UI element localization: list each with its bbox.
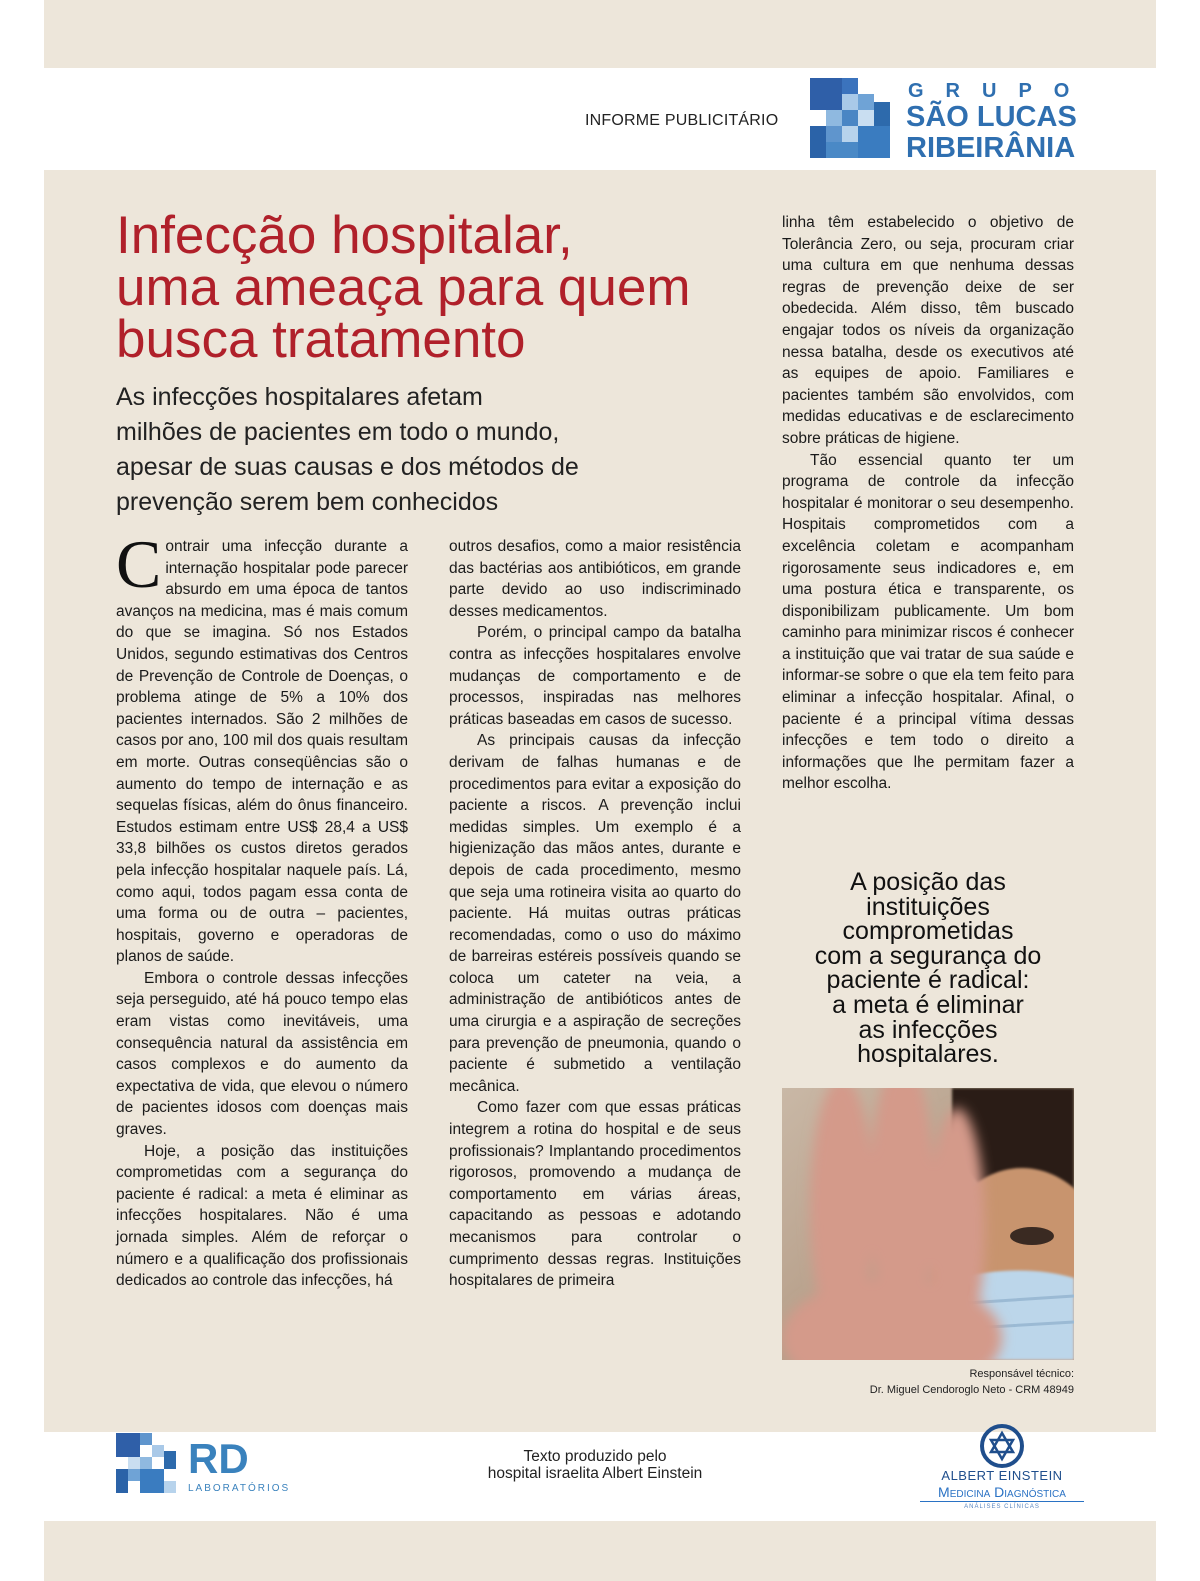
einstein-name: ALBERT EINSTEIN: [941, 1468, 1063, 1483]
title-line: busca tratamento: [116, 310, 526, 369]
pull-quote-line: instituições: [866, 892, 990, 921]
credit-line: hospital israelita Albert Einstein: [487, 1465, 703, 1482]
article-column-1: [116, 526, 408, 1292]
rd-subtitle: LABORATÓRIOS: [188, 1483, 291, 1494]
logo-sao-lucas-text: SÃO LUCAS: [906, 101, 1077, 133]
logo-mosaic-icon: [810, 78, 894, 162]
grupo-sao-lucas-logo: [810, 78, 1092, 164]
pull-quote-line: com a segurança do: [814, 941, 1042, 970]
subtitle-line: apesar de suas causas e dos métodos de: [116, 453, 579, 481]
rd-mosaic-icon: [116, 1433, 180, 1497]
responsible-name: Dr. Miguel Cendoroglo Neto - CRM 48949: [869, 1384, 1074, 1396]
pull-quote-line: paciente é radical:: [826, 966, 1030, 995]
article-column-2: [449, 536, 741, 1292]
title-line: Infecção hospitalar,: [116, 206, 573, 265]
responsible-label: Responsável técnico:: [969, 1368, 1074, 1380]
paragraph: Porém, o principal campo da batalha contra as infecções hospitalares envolve mudanças de comportamento e de processos, inspiradas nas melhores práticas baseadas em casos de sucesso.: [449, 624, 741, 728]
albert-einstein-logo: [920, 1424, 1084, 1514]
drop-cap: C: [116, 526, 162, 602]
paragraph: Tão essencial quanto ter um programa de controle da infecção hospitalar é monitorar o seu desempenho. Hospitais comprometidos com a excelência coletam e acompanham rigorosamente seus indicadores e, em uma postura ética e transparente, os disponibilizam publicamente. Um bom caminho para minimizar riscos é conhecer a instituição que vai tratar de sua saúde e informar-se sobre o que ela tem feito para eliminar a infecção hospitalar. Afinal, o paciente é a principal vítima dessas infecções e tem todo o direito a informações que lhe permitam fazer a melhor escolha.: [782, 451, 1074, 793]
paragraph: Hoje, a posição das instituições comprometidas com a segurança do paciente é radical: a meta é eliminar as infecções hospitalares. Não é uma jornada simples. Além de reforçar o número e a qualificação dos profissionais dedicados ao controle das infecções, há: [116, 1142, 408, 1290]
pull-quote: [790, 870, 1066, 1067]
top-band: [44, 0, 1156, 68]
text-credit: [440, 1448, 750, 1482]
article-column-3: [782, 212, 1074, 795]
pull-quote-line: comprometidas: [842, 917, 1014, 946]
paragraph: As principais causas da infecção derivam de falhas humanas e de procedimentos para evitar a exposição do paciente a riscos. A prevenção inclui medidas simples. Um exemplo é a higienização das mãos antes, durante e depois de cada procedimento, mesmo que seja uma rotineira visita ao quarto do paciente. Há muitas outras práticas recomendadas, como o uso do máximo de barreiras estéreis possíveis quando se coloca um cateter na veia, a administração de antibióticos antes de uma cirurgia e a aspiração de secreções para prevenção de pneumonia, quando o paciente é submetido a ventilação mecânica.: [449, 732, 741, 1095]
star-of-david-icon: [980, 1424, 1024, 1468]
title-line: uma ameaça para quem: [116, 258, 691, 317]
paragraph: outros desafios, como a maior resistência das bactérias aos antibióticos, em grande parte devido ao uso indiscriminado desses medicamentos.: [449, 538, 741, 620]
subtitle-line: prevenção serem bem conhecidos: [116, 488, 499, 516]
logo-ribeirania-text: RIBEIRÂNIA: [906, 132, 1076, 164]
logo-grupo-text: GRUPO: [908, 80, 1092, 102]
pull-quote-line: hospitalares.: [857, 1040, 999, 1069]
subtitle-line: As infecções hospitalares afetam: [116, 383, 483, 411]
photo-child-mask: [782, 1088, 1074, 1360]
paragraph: [116, 526, 408, 968]
pull-quote-line: as infecções: [858, 1015, 998, 1044]
subtitle-line: milhões de pacientes em todo o mundo,: [116, 418, 560, 446]
article-subtitle: [116, 380, 676, 520]
paragraph: Como fazer com que essas práticas integrem a rotina do hospital e de seus profissionais? Implantando procedimentos rigorosos, promovendo a mudança de comportamento em várias áreas, capacitando as pessoas e adotando mecanismos para controlar o cumprimento dessas regras. Instituições hospitalares de primeira: [449, 1099, 741, 1290]
pull-quote-line: A posição das: [850, 868, 1006, 896]
pull-quote-line: a meta é eliminar: [832, 990, 1024, 1019]
einstein-sub: ANÁLISES CLÍNICAS: [964, 1504, 1040, 1510]
technical-responsible: [782, 1366, 1074, 1398]
paragraph: linha têm estabelecido o objetivo de Tolerância Zero, ou seja, procuram criar uma cultura em que nenhuma dessas regras de prevenção deixe de ser obedecida. Além disso, têm buscado engajar todos os níveis da organização nessa batalha, desde os executivos até as equipes de apoio. Familiares e pacientes também são envolvidos, com medidas educativas e de esclarecimento sobre práticas de higiene.: [782, 214, 1074, 447]
einstein-division: Medicina Diagnóstica: [920, 1484, 1084, 1502]
rd-laboratorios-logo: [116, 1433, 306, 1499]
paragraph-text: ontrair uma infecção durante a internação hospitalar pode parecer absurdo em uma época de tantos avanços na medicina, mas é mais comum do que se imagina. Só nos Estados Unidos, segundo estimativas dos Centros de Prevenção de Controle de Doenças, o problema atinge de 5% a 10% dos pacientes internados. São 2 milhões de casos por ano, 100 mil dos quais resultam em morte. Outras conseqüências são o aumento do tempo de internação e as sequelas físicas, além do ônus financeiro. Estudos estimam entre US$ 28,4 a US$ 33,8 bilhões os custos diretos gerados pela infecção hospitalar naquele país. Lá, como aqui, todos pagam essa conta de uma forma ou de outra – pacientes, hospitais, governo e operadoras de planos de saúde.: [116, 538, 408, 966]
credit-line: Texto produzido pelo: [523, 1448, 667, 1465]
article-title: [116, 206, 756, 369]
rd-letters: RD: [188, 1435, 249, 1482]
paragraph: Embora o controle dessas infecções seja perseguido, até há pouco tempo elas eram vistas como inevitáveis, uma consequência natural da assistência em casos complexos e do aumento da expectativa de vida, que elevou o número de pacientes idosos com doenças mais graves.: [116, 969, 408, 1139]
advertorial-label: INFORME PUBLICITÁRIO: [585, 112, 779, 129]
bottom-band: [44, 1521, 1156, 1581]
